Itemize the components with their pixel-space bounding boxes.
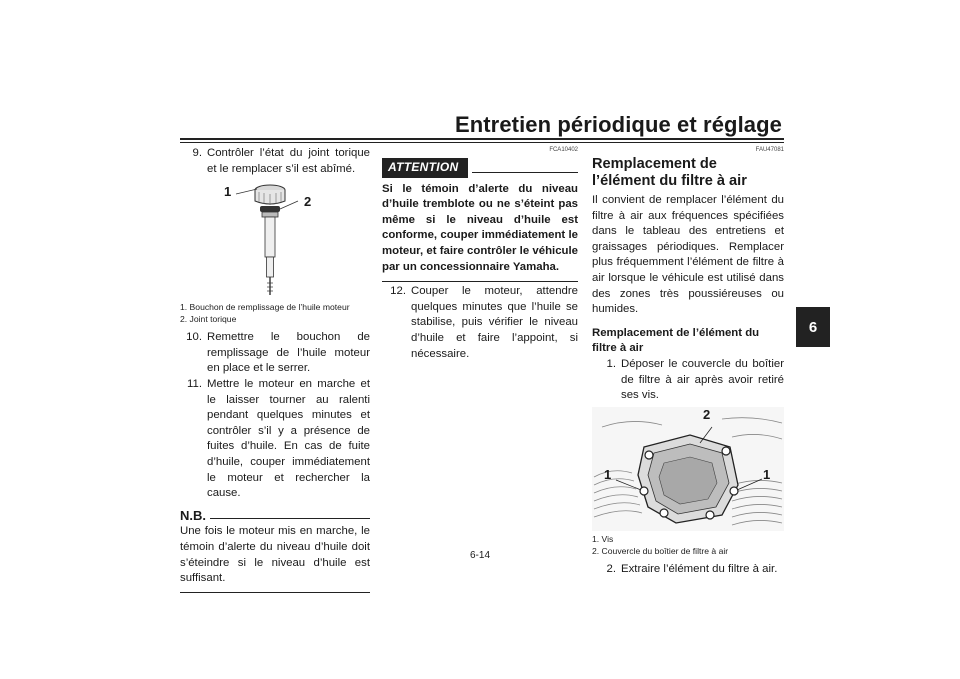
step-2 bbox=[592, 562, 784, 578]
step-number: 10. bbox=[186, 331, 202, 344]
step-number: 2. bbox=[606, 562, 616, 575]
attention-text: Si le témoin d’alerte du niveau d’huile tremblote ou ne s’éteint pas même si le niveau d’huile est conforme, couper immédiatement le moteur, et faire contrôler le véhicule par un concessionnaire Yamaha. bbox=[382, 182, 578, 273]
figure-callout-2: 2 bbox=[703, 406, 711, 422]
note-end-rule bbox=[180, 592, 370, 593]
note-rule bbox=[210, 518, 370, 519]
page-header-title: Entretien périodique et réglage bbox=[454, 112, 782, 137]
step-text: Remettre le bouchon de remplissage de l’huile moteur en place et le serrer. bbox=[207, 331, 370, 375]
oil-filler-cap-figure bbox=[180, 177, 370, 301]
step-text: Mettre le moteur en marche et le laisser tourner au ralenti pendant quelques minutes et contrôler s’il y a présence de fuites d’huile. En cas de fuite d’huile, couper immédiatement le moteur et rechercher la cause. bbox=[207, 377, 370, 500]
figure-callout-1-left: 1 bbox=[604, 466, 612, 482]
step-9 bbox=[180, 146, 370, 177]
step-number: 11. bbox=[187, 377, 202, 390]
step-text: Contrôler l’état du joint torique et le remplacer s’il est abîmé. bbox=[207, 147, 370, 175]
step-text: Extraire l’élément du filtre à air. bbox=[621, 562, 778, 575]
column-2 bbox=[382, 146, 578, 362]
figure-caption-1: 1. Bouchon de remplissage de l’huile moteur bbox=[180, 302, 350, 313]
note-text: Une fois le moteur mis en marche, le témoin d’alerte du niveau d’huile doit s’éteindre si le niveau d’huile est suffisant. bbox=[180, 525, 370, 585]
step-12 bbox=[382, 284, 578, 362]
header-rule-thin bbox=[180, 142, 784, 143]
note-header bbox=[180, 508, 370, 524]
air-filter-figure bbox=[592, 407, 784, 531]
figure-caption-2: 2. Couvercle du boîtier de filtre à air bbox=[592, 545, 729, 556]
step-number: 9. bbox=[192, 147, 202, 159]
intro-paragraph: Il convient de remplacer l’élément du filtre à air aux fréquences spécifiées dans le tableau des entretiens et graissages périodiques. Remplacer plus fréquemment l’élément de filtre à air lorsque le véhicule est utilisé dans des zones très poussiéreuses ou humides. bbox=[592, 194, 784, 316]
attention-header bbox=[382, 158, 578, 178]
column-3 bbox=[592, 146, 784, 577]
step-number: 1. bbox=[606, 357, 616, 370]
figure-callout-2: 2 bbox=[304, 194, 312, 210]
subsection-heading: Remplacement de l’élément du filtre à air bbox=[592, 326, 760, 355]
figure-callout-1-right: 1 bbox=[763, 466, 771, 482]
step-10 bbox=[180, 330, 370, 377]
header-rule bbox=[180, 138, 784, 140]
column-1 bbox=[180, 146, 370, 593]
chapter-tab[interactable]: 6 bbox=[796, 307, 830, 347]
reference-code: FAU47081 bbox=[755, 147, 784, 153]
attention-badge: ATTENTION bbox=[382, 158, 468, 178]
step-1 bbox=[592, 357, 784, 404]
step-text: Déposer le couvercle du boîtier de filtre à air après avoir retiré ses vis. bbox=[621, 357, 784, 402]
step-number: 12. bbox=[390, 285, 406, 298]
page-number: 6-14 bbox=[469, 550, 490, 561]
reference-code: FCA10402 bbox=[549, 147, 578, 153]
figure-caption-2: 2. Joint torique bbox=[180, 314, 237, 325]
oil-filler-cap-illustration bbox=[180, 177, 370, 301]
note-title: N.B. bbox=[180, 507, 206, 523]
attention-end-rule bbox=[382, 281, 578, 282]
figure-callout-1: 1 bbox=[224, 184, 232, 200]
air-filter-cover-illustration bbox=[592, 407, 784, 531]
figure-caption-1: 1. Vis bbox=[592, 533, 614, 544]
section-title: Remplacement de l’élément du filtre à air bbox=[592, 156, 747, 189]
step-11 bbox=[180, 377, 370, 502]
step-text: Couper le moteur, attendre quelques minutes que l’huile se stabilise, puis vérifier le niveau d’huile et faire l’appoint, si nécessaire. bbox=[411, 285, 578, 360]
attention-rule bbox=[472, 172, 578, 173]
